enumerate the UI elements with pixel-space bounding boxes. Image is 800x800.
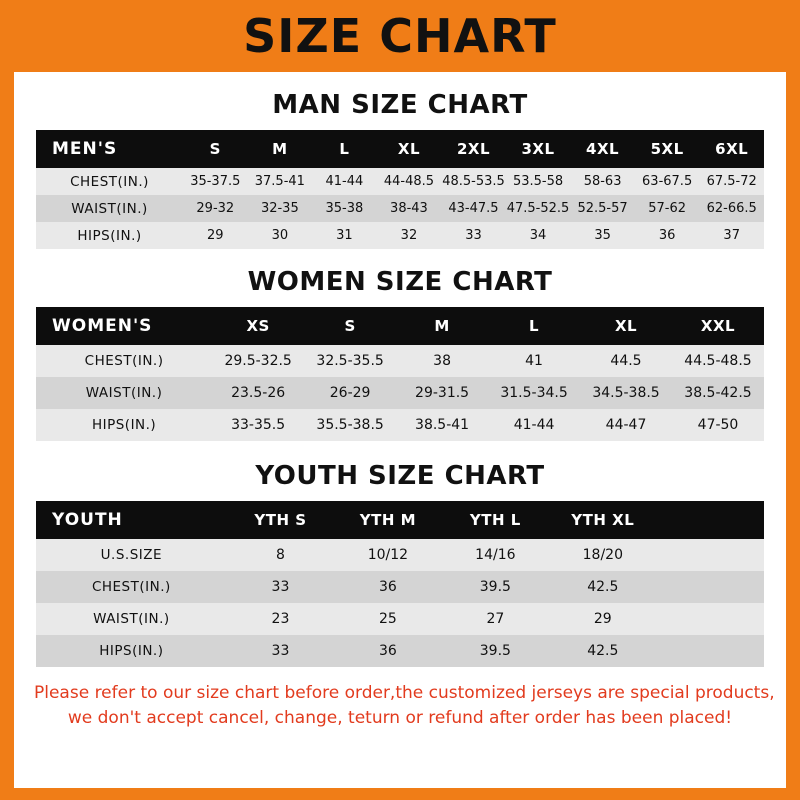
youth-header-empty bbox=[657, 501, 764, 539]
youth-hips-ythxl: 42.5 bbox=[549, 635, 656, 667]
men-chest-m: 37.5-41 bbox=[248, 168, 313, 195]
men-hips-l: 31 bbox=[312, 222, 377, 249]
table-row bbox=[36, 571, 764, 603]
women-hips-xxl: 47-50 bbox=[672, 409, 764, 441]
men-size-table bbox=[36, 130, 764, 249]
youth-header-label: YOUTH bbox=[36, 501, 227, 539]
table-header-row bbox=[36, 501, 764, 539]
men-hips-xl: 32 bbox=[377, 222, 442, 249]
men-waist-xl: 38-43 bbox=[377, 195, 442, 222]
youth-ussize-ythxl: 18/20 bbox=[549, 539, 656, 571]
youth-row-ussize-label: U.S.SIZE bbox=[36, 539, 227, 571]
man-section-title: MAN SIZE CHART bbox=[272, 90, 528, 120]
women-hips-s: 35.5-38.5 bbox=[304, 409, 396, 441]
women-chest-xxl: 44.5-48.5 bbox=[672, 345, 764, 377]
men-chest-s: 35-37.5 bbox=[183, 168, 248, 195]
men-row-chest-label: CHEST(IN.) bbox=[36, 168, 183, 195]
men-hips-3xl: 34 bbox=[506, 222, 571, 249]
youth-ussize-ythm: 10/12 bbox=[334, 539, 441, 571]
youth-header-yths: YTH S bbox=[227, 501, 334, 539]
men-chest-3xl: 53.5-58 bbox=[506, 168, 571, 195]
youth-chest-empty bbox=[657, 571, 764, 603]
women-table-head bbox=[36, 307, 764, 345]
men-chest-4xl: 58-63 bbox=[570, 168, 635, 195]
men-header-m: M bbox=[248, 130, 313, 168]
table-row bbox=[36, 603, 764, 635]
table-row bbox=[36, 195, 764, 222]
men-waist-6xl: 62-66.5 bbox=[699, 195, 764, 222]
youth-header-ythm: YTH M bbox=[334, 501, 441, 539]
women-hips-m: 38.5-41 bbox=[396, 409, 488, 441]
men-waist-5xl: 57-62 bbox=[635, 195, 700, 222]
men-waist-l: 35-38 bbox=[312, 195, 377, 222]
women-row-hips-label: HIPS(IN.) bbox=[36, 409, 212, 441]
women-header-xxl: XXL bbox=[672, 307, 764, 345]
men-waist-4xl: 52.5-57 bbox=[570, 195, 635, 222]
header-bar bbox=[0, 0, 800, 72]
youth-hips-yths: 33 bbox=[227, 635, 334, 667]
women-header-m: M bbox=[396, 307, 488, 345]
footer-note bbox=[34, 681, 775, 730]
women-waist-s: 26-29 bbox=[304, 377, 396, 409]
women-waist-xs: 23.5-26 bbox=[212, 377, 304, 409]
women-waist-l: 31.5-34.5 bbox=[488, 377, 580, 409]
women-chest-s: 32.5-35.5 bbox=[304, 345, 396, 377]
men-chest-6xl: 67.5-72 bbox=[699, 168, 764, 195]
table-row bbox=[36, 168, 764, 195]
women-header-label: WOMEN'S bbox=[36, 307, 212, 345]
table-header-row bbox=[36, 307, 764, 345]
youth-chest-yths: 33 bbox=[227, 571, 334, 603]
women-chest-m: 38 bbox=[396, 345, 488, 377]
women-header-s: S bbox=[304, 307, 396, 345]
youth-size-section bbox=[14, 461, 786, 667]
women-waist-xl: 34.5-38.5 bbox=[580, 377, 672, 409]
women-row-chest-label: CHEST(IN.) bbox=[36, 345, 212, 377]
footer-note-line2: we don't accept cancel, change, teturn or refund after order has been placed! bbox=[67, 707, 733, 728]
men-header-4xl: 4XL bbox=[570, 130, 635, 168]
table-row bbox=[36, 377, 764, 409]
youth-chest-ythxl: 42.5 bbox=[549, 571, 656, 603]
youth-hips-empty bbox=[657, 635, 764, 667]
women-header-xl: XL bbox=[580, 307, 672, 345]
men-row-hips-label: HIPS(IN.) bbox=[36, 222, 183, 249]
men-hips-m: 30 bbox=[248, 222, 313, 249]
youth-waist-empty bbox=[657, 603, 764, 635]
women-waist-m: 29-31.5 bbox=[396, 377, 488, 409]
men-header-6xl: 6XL bbox=[699, 130, 764, 168]
man-size-section bbox=[14, 90, 786, 249]
youth-row-chest-label: CHEST(IN.) bbox=[36, 571, 227, 603]
footer-note-line1: Please refer to our size chart before order,the customized jerseys are special products, bbox=[34, 683, 775, 703]
youth-hips-ythl: 39.5 bbox=[442, 635, 549, 667]
men-hips-2xl: 33 bbox=[441, 222, 506, 249]
women-table-body bbox=[36, 345, 764, 441]
page-title: SIZE CHART bbox=[243, 9, 557, 63]
men-header-s: S bbox=[183, 130, 248, 168]
men-chest-l: 41-44 bbox=[312, 168, 377, 195]
women-hips-xl: 44-47 bbox=[580, 409, 672, 441]
youth-row-hips-label: HIPS(IN.) bbox=[36, 635, 227, 667]
women-section-title: WOMEN SIZE CHART bbox=[247, 267, 553, 297]
women-hips-l: 41-44 bbox=[488, 409, 580, 441]
table-row bbox=[36, 409, 764, 441]
men-waist-m: 32-35 bbox=[248, 195, 313, 222]
youth-section-title: YOUTH SIZE CHART bbox=[255, 461, 545, 491]
men-chest-2xl: 48.5-53.5 bbox=[441, 168, 506, 195]
youth-ussize-yths: 8 bbox=[227, 539, 334, 571]
table-row bbox=[36, 222, 764, 249]
men-chest-xl: 44-48.5 bbox=[377, 168, 442, 195]
women-chest-l: 41 bbox=[488, 345, 580, 377]
youth-chest-ythl: 39.5 bbox=[442, 571, 549, 603]
table-row bbox=[36, 345, 764, 377]
men-header-xl: XL bbox=[377, 130, 442, 168]
youth-table-body bbox=[36, 539, 764, 667]
youth-chest-ythm: 36 bbox=[334, 571, 441, 603]
women-size-section bbox=[14, 267, 786, 441]
youth-ussize-ythl: 14/16 bbox=[442, 539, 549, 571]
women-chest-xl: 44.5 bbox=[580, 345, 672, 377]
table-row bbox=[36, 539, 764, 571]
bottom-accent-strip bbox=[0, 788, 800, 800]
table-row bbox=[36, 635, 764, 667]
men-header-label: MEN'S bbox=[36, 130, 183, 168]
women-row-waist-label: WAIST(IN.) bbox=[36, 377, 212, 409]
men-chest-5xl: 63-67.5 bbox=[635, 168, 700, 195]
youth-waist-ythxl: 29 bbox=[549, 603, 656, 635]
youth-waist-yths: 23 bbox=[227, 603, 334, 635]
men-table-body bbox=[36, 168, 764, 249]
youth-header-ythl: YTH L bbox=[442, 501, 549, 539]
men-header-3xl: 3XL bbox=[506, 130, 571, 168]
men-waist-3xl: 47.5-52.5 bbox=[506, 195, 571, 222]
women-size-table bbox=[36, 307, 764, 441]
men-waist-s: 29-32 bbox=[183, 195, 248, 222]
women-chest-xs: 29.5-32.5 bbox=[212, 345, 304, 377]
youth-ussize-empty bbox=[657, 539, 764, 571]
men-header-l: L bbox=[312, 130, 377, 168]
youth-table-head bbox=[36, 501, 764, 539]
men-table-head bbox=[36, 130, 764, 168]
youth-hips-ythm: 36 bbox=[334, 635, 441, 667]
men-hips-5xl: 36 bbox=[635, 222, 700, 249]
table-header-row bbox=[36, 130, 764, 168]
women-hips-xs: 33-35.5 bbox=[212, 409, 304, 441]
men-row-waist-label: WAIST(IN.) bbox=[36, 195, 183, 222]
men-hips-s: 29 bbox=[183, 222, 248, 249]
men-header-2xl: 2XL bbox=[441, 130, 506, 168]
women-waist-xxl: 38.5-42.5 bbox=[672, 377, 764, 409]
youth-waist-ythm: 25 bbox=[334, 603, 441, 635]
men-header-5xl: 5XL bbox=[635, 130, 700, 168]
youth-row-waist-label: WAIST(IN.) bbox=[36, 603, 227, 635]
youth-size-table bbox=[36, 501, 764, 667]
youth-waist-ythl: 27 bbox=[442, 603, 549, 635]
men-hips-4xl: 35 bbox=[570, 222, 635, 249]
women-header-xs: XS bbox=[212, 307, 304, 345]
men-waist-2xl: 43-47.5 bbox=[441, 195, 506, 222]
men-hips-6xl: 37 bbox=[699, 222, 764, 249]
youth-header-ythxl: YTH XL bbox=[549, 501, 656, 539]
women-header-l: L bbox=[488, 307, 580, 345]
